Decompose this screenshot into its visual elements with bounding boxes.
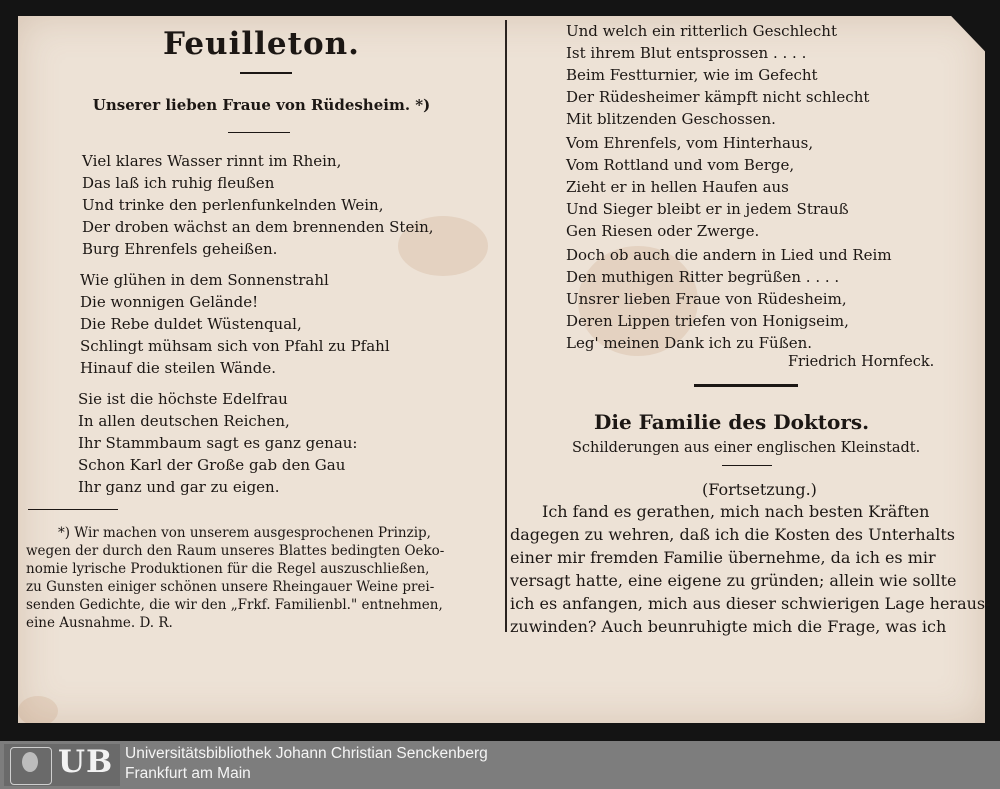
footnote-line: *) Wir machen von unserem ausgesprochenen Prinzip, xyxy=(58,525,431,541)
prose-line: dagegen zu wehren, daß ich die Kosten des Unterhalts xyxy=(510,525,956,544)
feuilleton-title: Feuilleton. xyxy=(163,26,360,62)
poem-line: Sie ist die höchste Edelfrau xyxy=(78,390,288,408)
column-divider xyxy=(505,20,507,632)
portrait-face-icon xyxy=(22,752,38,772)
poem-line: Den muthigen Ritter begrüßen . . . . xyxy=(566,268,840,286)
prose-line: versagt hatte, eine eigene zu gründen; allein wie sollte xyxy=(510,571,957,590)
poem-line: Und welch ein ritterlich Geschlecht xyxy=(566,22,837,40)
poem-line: Deren Lippen triefen von Honigseim, xyxy=(566,312,849,330)
footnote-line: nomie lyrische Produktionen für die Regel auszuschließen, xyxy=(26,561,430,577)
institution-city: Frankfurt am Main xyxy=(125,765,251,782)
poem-line: Leg' meinen Dank ich zu Füßen. xyxy=(566,334,813,352)
poem-line: Und Sieger bleibt er in jedem Strauß xyxy=(566,200,849,218)
section-rule xyxy=(694,384,798,387)
footnote-line: senden Gedichte, die wir den „Frkf. Familienbl." entnehmen, xyxy=(26,597,443,613)
poem-signature: Friedrich Hornfeck. xyxy=(788,354,935,370)
stain xyxy=(18,696,58,726)
poem-line: Die wonnigen Gelände! xyxy=(80,293,259,311)
poem-line: In allen deutschen Reichen, xyxy=(78,412,290,430)
poem-title: Unserer lieben Fraue von Rüdesheim. *) xyxy=(92,96,431,114)
footnote-rule xyxy=(28,509,118,510)
prose-line: Ich fand es gerathen, mich nach besten Kräften xyxy=(542,502,930,521)
story-title: Die Familie des Doktors. xyxy=(594,410,870,434)
poem-line: Hinauf die steilen Wände. xyxy=(80,359,276,377)
logo-text: UB xyxy=(58,744,114,780)
story-rule xyxy=(722,465,772,466)
poem-line: Mit blitzenden Geschossen. xyxy=(566,110,776,128)
prose-line: ich es anfangen, mich aus dieser schwierigen Lage heraus- xyxy=(510,594,991,613)
poem-line: Unsrer lieben Fraue von Rüdesheim, xyxy=(566,290,847,308)
prose-line: einer mir fremden Familie übernehme, da ich es mir xyxy=(510,548,936,567)
poem-line: Schlingt mühsam sich von Pfahl zu Pfahl xyxy=(80,337,390,355)
poem-line: Gen Riesen oder Zwerge. xyxy=(566,222,760,240)
continuation-label: (Fortsetzung.) xyxy=(702,480,817,499)
poem-line: Beim Festturnier, wie im Gefecht xyxy=(566,66,818,84)
poem-line: Doch ob auch die andern in Lied und Reim xyxy=(566,246,892,264)
title-rule xyxy=(240,72,292,74)
poem-line: Wie glühen in dem Sonnenstrahl xyxy=(80,271,329,289)
poem-line: Vom Rottland und vom Berge, xyxy=(566,156,795,174)
poem-line: Burg Ehrenfels geheißen. xyxy=(82,240,278,258)
prose-line: zuwinden? Auch beunruhigte mich die Frage, was ich xyxy=(510,617,947,636)
footnote-line: wegen der durch den Raum unseres Blattes bedingten Oeko- xyxy=(26,543,445,559)
poem-line: Der Rüdesheimer kämpft nicht schlecht xyxy=(566,88,870,106)
poem-line: Ist ihrem Blut entsprossen . . . . xyxy=(566,44,807,62)
poem-line: Viel klares Wasser rinnt im Rhein, xyxy=(82,152,342,170)
poem-line: Ihr Stammbaum sagt es ganz genau: xyxy=(78,434,358,452)
poem-line: Schon Karl der Große gab den Gau xyxy=(78,456,346,474)
institution-name: Universitätsbibliothek Johann Christian Senckenberg xyxy=(125,745,488,762)
footnote-line: zu Gunsten einiger schönen unsere Rheingauer Weine prei- xyxy=(26,579,435,595)
story-subtitle: Schilderungen aus einer englischen Kleinstadt. xyxy=(572,440,921,456)
poem-line: Vom Ehrenfels, vom Hinterhaus, xyxy=(566,134,814,152)
poem-line: Die Rebe duldet Wüstenqual, xyxy=(80,315,302,333)
poem-line: Zieht er in hellen Haufen aus xyxy=(566,178,789,196)
poem-line: Das laß ich ruhig fleußen xyxy=(82,174,275,192)
poem-line: Ihr ganz und gar zu eigen. xyxy=(78,478,280,496)
poem-rule xyxy=(228,132,290,133)
poem-line: Und trinke den perlenfunkelnden Wein, xyxy=(82,196,384,214)
poem-line: Der droben wächst an dem brennenden Stein, xyxy=(82,218,434,236)
footnote-line: eine Ausnahme. D. R. xyxy=(26,615,173,631)
